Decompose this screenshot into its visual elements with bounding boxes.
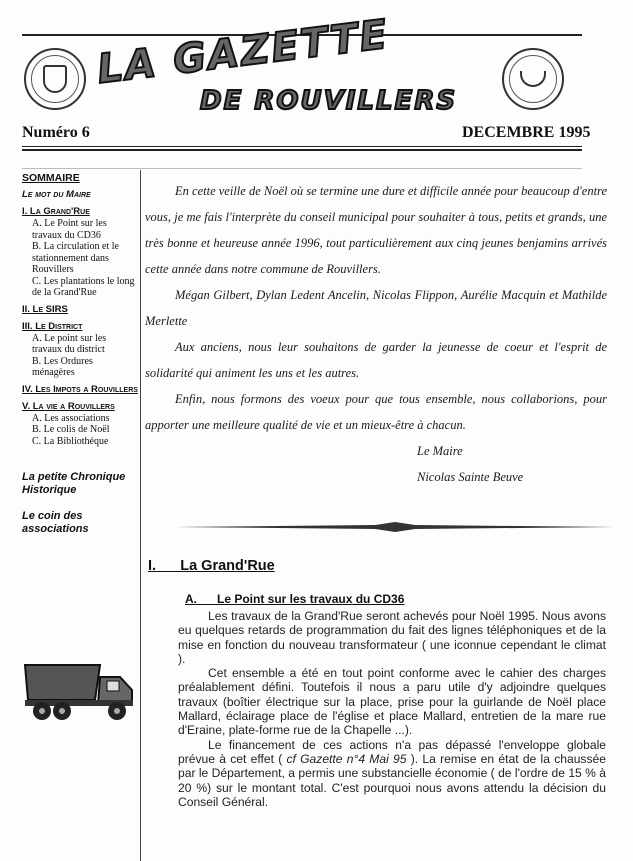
citation: cf Gazette n°4 Mai 95 <box>286 751 407 766</box>
toc-item[interactable]: II. Le SIRS <box>22 303 68 315</box>
header-rule-thick <box>22 149 582 151</box>
toc-heading: SOMMAIRE <box>22 172 80 184</box>
signature-name: Nicolas Sainte Beuve <box>417 470 524 484</box>
toc-item[interactable]: IV. Les Impots a Rouvillers <box>22 383 138 395</box>
toc-item[interactable]: III. Le District <box>22 320 83 332</box>
letter-paragraph: Aux anciens, nous leur souhaitons de garder la jeunesse de coeur et l'esprit de solidarité qui animent les uns et les autres. <box>145 340 607 380</box>
right-seal-icon <box>502 48 564 110</box>
toc-item[interactable]: I. La Grand'Rue <box>22 206 90 217</box>
letter-paragraph: Mégan Gilbert, Dylan Ledent Ancelin, Nicolas Flippon, Aurélie Macquin et Mathilde Merlette <box>145 288 607 328</box>
toc-item[interactable]: V. La vie a Rouvillers <box>22 400 115 412</box>
toc-subitem[interactable]: B. La circulation et le stationnement dans Rouvillers <box>32 241 119 275</box>
article-paragraph <box>178 738 606 809</box>
article-paragraph: Les travaux de la Grand'Rue seront achevés pour Noël 1995. Nous avons eu quelques retards de programmation du fait des lignes téléphoniques et de la mise en fonction du nouveau transformateur ( une iconnue cependant le climat ). <box>178 609 606 666</box>
table-of-contents <box>22 172 138 535</box>
issue-date: DECEMBRE 1995 <box>462 124 591 141</box>
dump-truck-icon <box>20 655 140 725</box>
column-divider <box>140 170 141 861</box>
left-seal-icon <box>24 48 86 110</box>
toc-subitem[interactable]: A. Le Point sur les travaux du CD36 <box>32 218 107 241</box>
toc-subitem[interactable]: C. La Bibliothéque <box>32 435 109 447</box>
letter-paragraph: Enfin, nous formons des voeux pour que tous ensemble, nous collaborions, pour apporter une meilleure qualité de vie et un mieux-être à chacun. <box>145 392 607 432</box>
header-rule <box>22 146 582 147</box>
issue-number: Numéro 6 <box>22 124 90 141</box>
masthead-title: LA GAZETTE <box>94 11 392 93</box>
section-heading: I. La Grand'Rue <box>148 558 275 574</box>
toc-subitem[interactable]: A. Les associations <box>32 412 110 424</box>
toc-subitem[interactable]: B. Le colis de Noël <box>32 424 110 435</box>
article-paragraph: Cet ensemble a été en tout point conforme avec le cahier des charges préalablement défini. Toutefois il nous a paru utile d'y adjoindre quelques travaux (boîtier électrique sur la place, prise pour la guirlande de Noël place Mallard, éclairage place de l'église et place Mallard, entretien de la mare rue d'Eraine, plate-forme rue de la Chapelle ...). <box>178 666 606 738</box>
ornamental-divider <box>175 522 615 532</box>
text: ). La remise en état de la chaussée par le Département, a permis une substancielle économie ( de l'ordre de 15 % à 20 %) sur le montant total. C'est pourquoi nous avons attendu la décision du Conseil Général. <box>178 751 606 809</box>
article-body <box>178 609 606 809</box>
toc-subitem[interactable]: A. Le point sur les travaux du district <box>32 332 107 355</box>
letter-paragraph: En cette veille de Noël où se termine une dure et difficile année pour beaucoup d'entre vous, je me fais l'interprète du conseil municipal pour souhaiter à tous, petits et grands, une très bonne et heureuse année 1996, tout particulièrement aux cinq jeunes benjamins arrivés cette année dans notre commune de Rouvillers. <box>145 184 607 276</box>
masthead-subtitle: DE ROUVILLERS <box>200 86 458 116</box>
toc-item[interactable]: Le mot du Maire <box>22 189 91 200</box>
thin-rule <box>22 168 582 169</box>
mayor-letter <box>145 178 607 490</box>
toc-subitem[interactable]: B. Les Ordures ménagères <box>32 355 93 378</box>
toc-item[interactable]: Le coin des associations <box>22 510 89 535</box>
subsection-heading: A. Le Point sur les travaux du CD36 <box>185 592 405 606</box>
text: Le financement de ces actions n'a pas dépassé l'enveloppe globale prévue à cet effet ( <box>178 737 606 766</box>
signature-title: Le Maire <box>417 444 463 458</box>
toc-subitem[interactable]: C. Les plantations le long de la Grand'Rue <box>32 275 135 298</box>
toc-item[interactable]: La petite Chronique Historique <box>22 471 126 496</box>
